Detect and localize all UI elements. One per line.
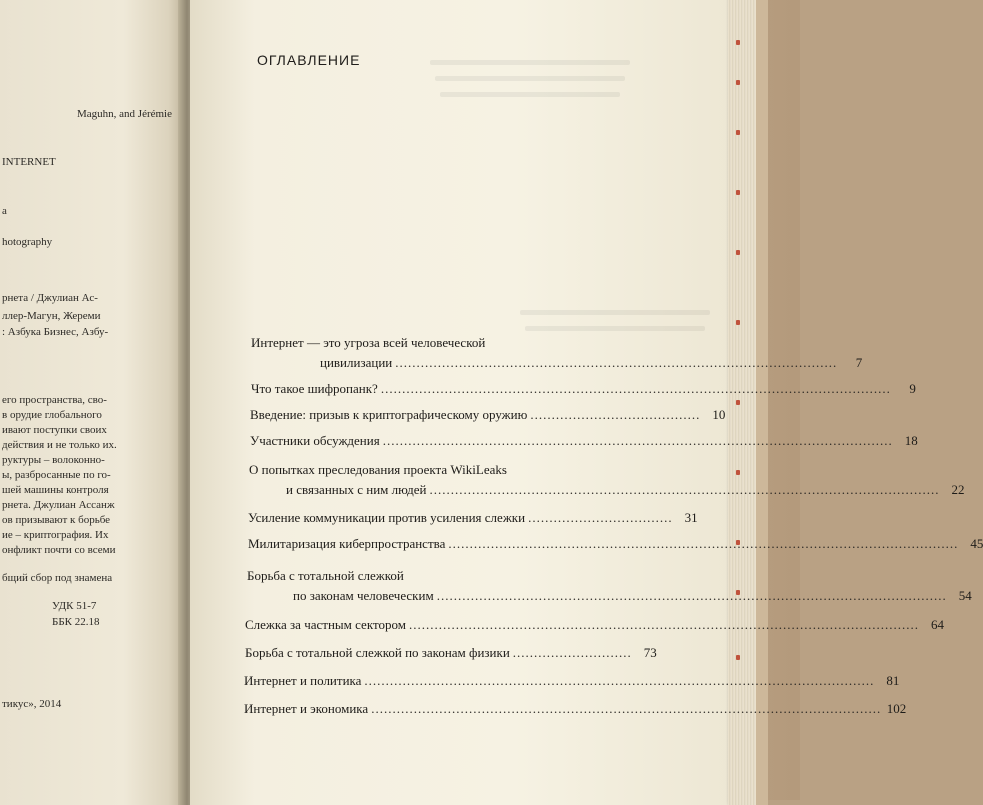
toc-entry-row xyxy=(245,645,657,661)
toc-leader-dots: ........................................................................................................................ xyxy=(436,588,947,603)
toc-page-number: 64 xyxy=(930,617,944,632)
left-text-line: в орудие глобального xyxy=(2,409,102,421)
toc-entry-row xyxy=(248,510,698,526)
toc-page-number: 18 xyxy=(904,433,918,448)
left-text-line: шей машины контроля xyxy=(2,484,109,496)
toc-entry-title: Усиление коммуникации против усиления слежки xyxy=(248,510,526,525)
toc-entry-row xyxy=(286,482,965,498)
toc-entry-title: Интернет и экономика xyxy=(244,701,369,716)
left-text-line: действия и не только их. xyxy=(2,439,117,451)
toc-page-number: 22 xyxy=(951,482,965,497)
toc-leader-dots: ........................................................................................................................ xyxy=(448,536,959,551)
toc-leader-dots: ........................................................................................................................ xyxy=(364,673,875,688)
toc-page-number: 7 xyxy=(855,355,863,370)
toc-entry-title: Интернет и политика xyxy=(244,673,362,688)
toc-entry-row xyxy=(293,588,972,604)
left-text-line: ы, разбросанные по го- xyxy=(2,469,111,481)
left-text-line: его пространства, сво- xyxy=(2,394,107,406)
left-text-line: ов призывают к борьбе xyxy=(2,514,111,526)
toc-entry-row xyxy=(250,433,918,449)
toc-entry-title-cont: по законам человеческим xyxy=(293,588,434,603)
left-text-line: руктуры – волоконно- xyxy=(2,454,105,466)
toc-page-number: 10 xyxy=(712,407,726,422)
toc-leader-dots: ............................ xyxy=(512,645,632,660)
toc-leader-dots: ........................................................................................................ xyxy=(395,355,838,370)
left-text-line: бщий сбор под знамена xyxy=(2,572,113,584)
toc-page-number: 54 xyxy=(958,588,972,603)
toc-page-number: 45 xyxy=(970,536,983,551)
left-text-line: тикус», 2014 xyxy=(2,698,62,710)
left-page xyxy=(0,0,185,805)
toc-entry-row xyxy=(245,617,944,633)
toc-page-number: 81 xyxy=(886,673,900,688)
left-text-line: рнета / Джулиан Ас- xyxy=(2,292,98,304)
left-text-line: hotography xyxy=(2,236,53,248)
left-text-line: ллер-Магун, Жереми xyxy=(2,310,101,322)
left-text-line: : Азбука Бизнес, Азбу- xyxy=(2,326,109,338)
toc-entry-title: Борьба с тотальной слежкой xyxy=(247,568,404,583)
left-text-line: ие – криптография. Их xyxy=(2,529,109,541)
toc-heading: ОГЛАВЛЕНИЕ xyxy=(257,52,361,68)
toc-entry-row xyxy=(250,407,726,423)
toc-leader-dots: ........................................................................................................................ xyxy=(429,482,940,497)
left-text-line: рнета. Джулиан Ассанж xyxy=(2,499,115,511)
toc-entry-row xyxy=(244,673,900,689)
toc-leader-dots: .................................. xyxy=(528,510,673,525)
toc-leader-dots: ........................................ xyxy=(530,407,701,422)
left-text-line: INTERNET xyxy=(2,156,56,168)
toc-entry-row xyxy=(248,536,983,552)
toc-entry-title-cont: и связанных с ним людей xyxy=(286,482,427,497)
toc-page-number: 102 xyxy=(886,701,907,716)
toc-entry-row xyxy=(251,381,916,397)
toc-leader-dots: ........................................................................................................................ xyxy=(382,433,893,448)
bbk-code: ББК 22.18 xyxy=(52,616,100,628)
udk-code: УДК 51-7 xyxy=(52,600,97,612)
toc-leader-dots: ........................................................................................................................ xyxy=(380,381,891,396)
toc-leader-dots: ........................................................................................................................ xyxy=(371,701,882,716)
toc-entry-row xyxy=(320,355,863,371)
left-text-line: онфликт почти со всеми xyxy=(2,544,116,556)
toc-entry-title: Милитаризация киберпространства xyxy=(248,536,446,551)
toc-page-number: 73 xyxy=(643,645,657,660)
toc-page-number: 31 xyxy=(684,510,698,525)
toc-entry-title: Введение: призыв к криптографическому оружию xyxy=(250,407,528,422)
toc-entry-title-cont: цивилизации xyxy=(320,355,393,370)
left-text-line: ивают поступки своих xyxy=(2,424,107,436)
toc-leader-dots: ........................................................................................................................ xyxy=(408,617,919,632)
toc-entry-title: Что такое шифропанк? xyxy=(251,381,378,396)
toc-page-number: 9 xyxy=(909,381,916,396)
left-text-line: a xyxy=(2,205,7,217)
toc-entry-title: Борьба с тотальной слежкой по законам физики xyxy=(245,645,510,660)
left-text-line: Maguhn, and Jérémie xyxy=(77,108,172,120)
toc-entry-title: Слежка за частным сектором xyxy=(245,617,406,632)
toc-entry-title: Участники обсуждения xyxy=(250,433,380,448)
toc-entry-row xyxy=(244,701,907,717)
toc-entry-title: Интернет — это угроза всей человеческой xyxy=(251,335,486,350)
toc-entry-title: О попытках преследования проекта WikiLeaks xyxy=(249,462,507,477)
